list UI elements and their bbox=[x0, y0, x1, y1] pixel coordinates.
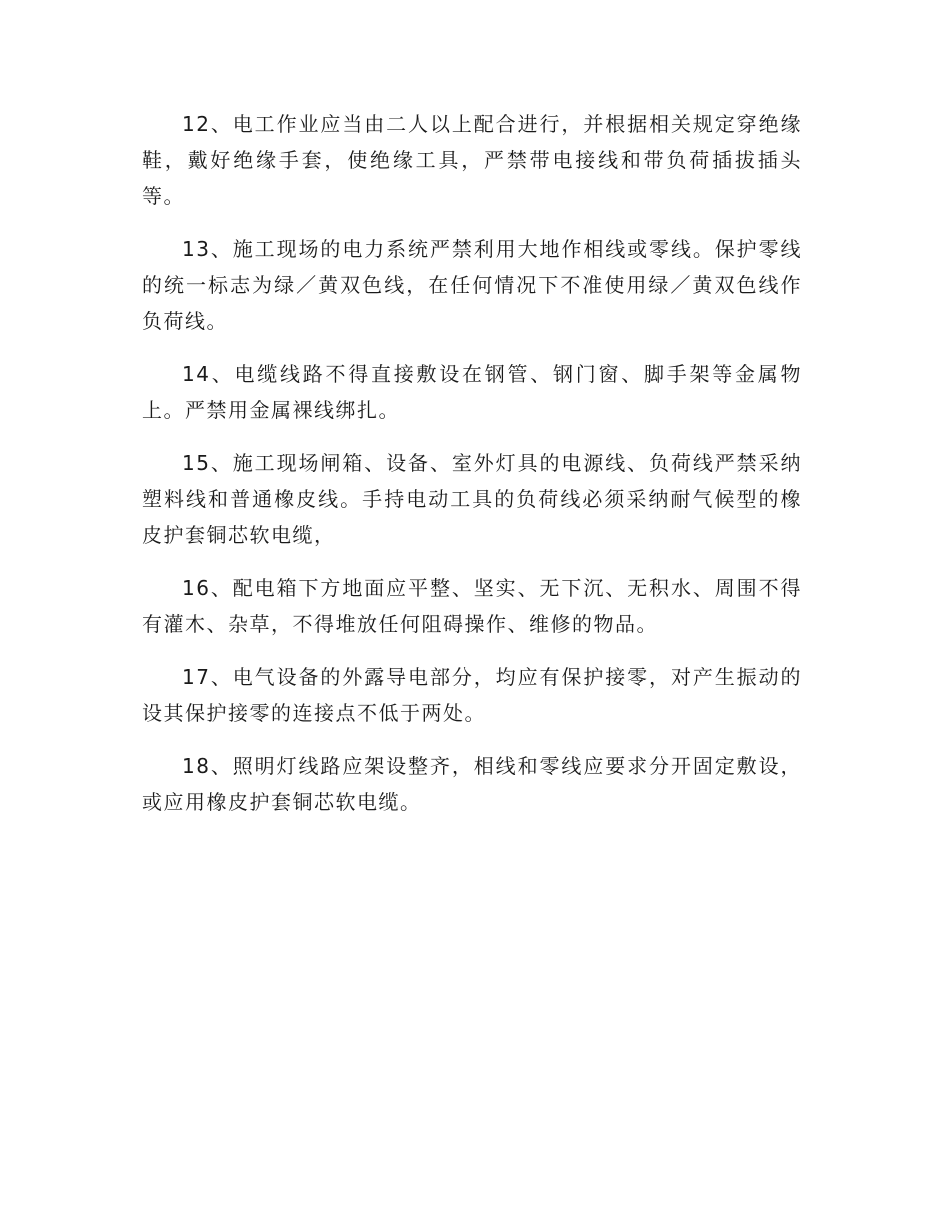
paragraph-item-18: 18、照明灯线路应架设整齐，相线和零线应要求分开固定敷设，或应用橡皮护套铜芯软电缆。 bbox=[142, 754, 802, 814]
document-body bbox=[142, 106, 802, 837]
paragraph-item-15: 15、施工现场闸箱、设备、室外灯具的电源线、负荷线严禁采纳塑料线和普通橡皮线。手持电动工具的负荷线必须采纳耐气候型的橡皮护套铜芯软电缆， bbox=[142, 451, 802, 547]
paragraph-item-14: 14、电缆线路不得直接敷设在钢管、钢门窗、脚手架等金属物上。严禁用金属裸线绑扎。 bbox=[142, 362, 802, 422]
paragraph-item-17: 17、电气设备的外露导电部分，均应有保护接零，对产生振动的设其保护接零的连接点不低于两处。 bbox=[142, 665, 802, 725]
paragraph-item-16: 16、配电箱下方地面应平整、坚实、无下沉、无积水、周围不得有灌木、杂草，不得堆放任何阻碍操作、维修的物品。 bbox=[142, 576, 802, 636]
paragraph-item-13: 13、施工现场的电力系统严禁利用大地作相线或零线。保护零线的统一标志为绿／黄双色线，在任何情况下不准使用绿／黄双色线作负荷线。 bbox=[142, 237, 802, 333]
paragraph-item-12: 12、电工作业应当由二人以上配合进行，并根据相关规定穿绝缘鞋，戴好绝缘手套，使绝缘工具，严禁带电接线和带负荷插拔插头等。 bbox=[142, 112, 802, 208]
